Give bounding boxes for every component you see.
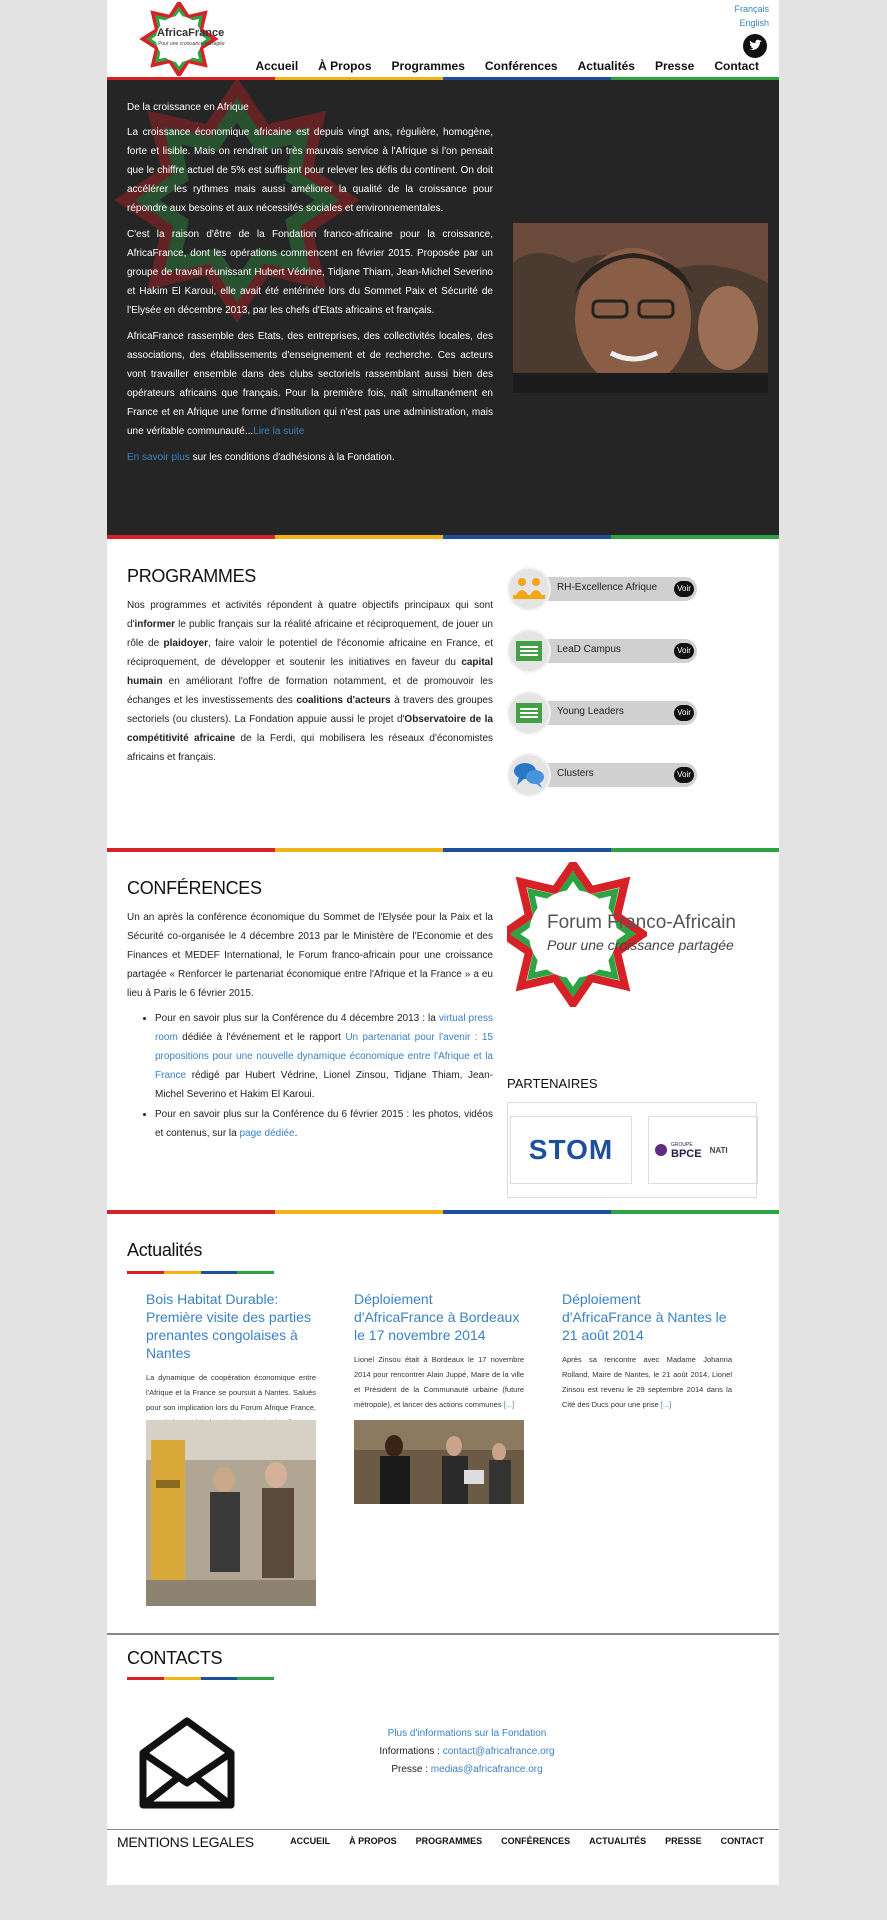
programme-label: Young Leaders [557, 706, 624, 717]
nav-a-propos[interactable]: À Propos [318, 59, 372, 73]
nav-presse[interactable]: Presse [654, 59, 695, 73]
mentions-legales-link[interactable]: MENTIONS LEGALES [117, 1834, 254, 1850]
logo-text: AfricaFrance [157, 27, 225, 39]
section-divider [107, 1633, 779, 1635]
news-title-link[interactable]: Déploiement d'AfricaFrance à Bordeaux le 17 novembre 2014 [354, 1291, 520, 1343]
programme-item[interactable] [507, 689, 702, 751]
portrait-image [513, 223, 768, 393]
news-excerpt: Lionel Zinsou était à Bordeaux le 17 novembre 2014 pour rencontrer Alain Juppé, Maire de la ville et Président de la Communauté urbaine (future métropole), et lancer des actions communes [...] [354, 1355, 524, 1409]
list-item: • Pour en savoir plus sur la Conférence du 6 février 2015 : les photos, vidéos et contenus, sur la page dédiée. [155, 1105, 493, 1143]
voir-button[interactable]: Voir [674, 581, 694, 597]
footer-nav-contact[interactable]: CONTACT [720, 1836, 764, 1846]
nav-actualites[interactable]: Actualités [577, 59, 635, 73]
portrait-photo [513, 223, 768, 393]
contacts-title: CONTACTS [127, 1648, 223, 1668]
footer-nav-actualites[interactable]: ACTUALITÉS [589, 1836, 647, 1846]
press-email-link[interactable]: medias@africafrance.org [430, 1764, 543, 1775]
actualites-title: Actualités [127, 1240, 203, 1260]
forum-subtitle: Pour une croissance partagée [547, 937, 734, 953]
en-savoir-plus-link[interactable]: En savoir plus [127, 452, 190, 463]
twitter-bird-icon [743, 34, 767, 58]
page-dediee-link[interactable]: page dédiée [239, 1128, 295, 1139]
footer-nav-accueil[interactable]: ACCUEIL [290, 1836, 331, 1846]
language-switcher [734, 2, 769, 30]
forum-star-icon [507, 862, 647, 1007]
contact-info: Plus d'informations sur la Fondation Informations : contact@africafrance.org Presse : medias@africafrance.org [379, 1728, 555, 1775]
conferences-title: CONFÉRENCES [127, 878, 262, 898]
hero-paragraph: La croissance économique africaine est depuis vingt ans, régulière, homogène, forte et lisible. Mais on rendrait un très mauvais service à l'Afrique si l'on pensait que le chiffre actuel de 5% est suffisant pour relever les défis du continent. On doit accélérer les rythmes mais aussi améliorer la qualité de la croissance pour répondre aux besoins et aux nécessités sociales et environnementales. [127, 127, 493, 214]
color-stripe [107, 1210, 779, 1214]
meeting-icon [507, 567, 551, 611]
partners-carousel [507, 1102, 757, 1198]
nav-programmes[interactable]: Programmes [391, 59, 465, 73]
forum-name: Forum Franco-Africain [547, 912, 736, 933]
logo-star-icon [139, 2, 229, 76]
page [107, 0, 779, 1885]
programmes-text: Nos programmes et activités répondent à quatre objectifs principaux qui sont d'informer le public français sur la réalité africaine et réciproquement, de jouer un rôle de plaidoyer, faire valoir le potentiel de l'économie africaine en France, et réciproquement, de développer et soutenir les initiatives en faveur du capital humain en améliorant l'offre de formation notamment, et de promouvoir les échanges et les investissements des coalitions d'acteurs à travers des groupes sectoriels (ou clusters). La Fondation appuie aussi le projet d'Observatoire de la compétitivité africaine de la Ferdi, qui mobilisera les réseaux d'économistes africains et français. [127, 600, 494, 763]
news-photo[interactable] [354, 1420, 524, 1504]
news-item [146, 1290, 316, 1445]
news-item [354, 1290, 524, 1412]
title-underline [127, 1677, 274, 1680]
lang-en-link[interactable]: English [739, 18, 769, 28]
partner-logo[interactable]: GROUPE BPCE NATI [648, 1116, 758, 1184]
nav-accueil[interactable]: Accueil [255, 59, 299, 73]
footer-nav-presse[interactable]: PRESSE [665, 1836, 702, 1846]
programme-item[interactable] [507, 751, 702, 813]
footer-nav-conferences[interactable]: CONFÉRENCES [501, 1836, 571, 1846]
forum-logo [507, 862, 767, 1007]
bpce-icon [655, 1144, 667, 1156]
footer-divider [107, 1829, 779, 1830]
contact-email-link[interactable]: contact@africafrance.org [442, 1746, 555, 1757]
programme-label: RH-Excellence Afrique [557, 582, 658, 593]
conferences-list [127, 1009, 493, 1143]
more-info-link[interactable]: Plus d'informations sur la Fondation [387, 1728, 547, 1739]
programme-item[interactable] [507, 565, 702, 627]
news-title-link[interactable]: Bois Habitat Durable: Première visite des parties prenantes congolaises à Nantes [146, 1291, 311, 1361]
partner-logo[interactable]: STOM [510, 1116, 632, 1184]
document-icon [507, 691, 551, 735]
programmes-list [507, 565, 702, 813]
document-icon [507, 629, 551, 673]
hero-paragraph: C'est la raison d'être de la Fondation franco-africaine pour la croissance, AfricaFrance, dont les opérations commencent en février 2015. Proposée par un groupe de travail réunissant Hubert Védrine, Tidjane Thiam, Jean-Michel Severino et Hakim El Karoui, elle avait été entérinée lors du Sommet Paix et Sécurité de l'Elysée en décembre 2013, par les chefs d'Etats africains et français. [127, 229, 493, 316]
news-photo[interactable] [146, 1420, 316, 1606]
speech-bubbles-icon [507, 753, 551, 797]
footer-nav [290, 1836, 764, 1846]
programme-item[interactable] [507, 627, 702, 689]
color-stripe [107, 848, 779, 852]
color-stripe [107, 535, 779, 539]
hero-title: De la croissance en Afrique [127, 102, 249, 113]
virtual-press-room-link[interactable]: virtual press room [155, 1013, 494, 1043]
site-logo[interactable] [139, 2, 229, 76]
footer-nav-a-propos[interactable]: À PROPOS [349, 1836, 397, 1846]
news-excerpt: Après sa rencontre avec Madame Johanna Rolland, Maire de Nantes, le 21 août 2014, Lionel Zinsou est revenu le 29 septembre 2014 dans la Cité des Ducs pour une prise [...] [562, 1355, 732, 1409]
hero-section [107, 80, 779, 535]
news-more-link[interactable]: [...] [503, 1400, 515, 1409]
programme-label: LeaD Campus [557, 644, 621, 655]
hero-paragraph: En savoir plus sur les conditions d'adhésions à la Fondation. [127, 452, 395, 463]
news-excerpt: La dynamique de coopération économique entre l'Afrique et la France se poursuit à Nantes. Salués pour son implication lors du Forum Afrique France, [146, 1370, 316, 1445]
envelope-icon [137, 1715, 237, 1810]
footer-nav-programmes[interactable]: PROGRAMMES [415, 1836, 483, 1846]
partners-title: PARTENAIRES [507, 1076, 598, 1091]
programmes-title: PROGRAMMES [127, 566, 257, 586]
report-link[interactable]: Un partenariat pour l'avenir : 15 propositions pour une nouvelle dynamique économique entre l'Afrique et la France [155, 1032, 493, 1081]
twitter-icon[interactable] [743, 34, 767, 58]
voir-button[interactable]: Voir [674, 705, 694, 721]
nav-conferences[interactable]: Conférences [484, 59, 558, 73]
programme-label: Clusters [557, 768, 594, 779]
nav-contact[interactable]: Contact [714, 59, 759, 73]
news-more-link[interactable]: [...] [660, 1400, 672, 1409]
hero-text [127, 98, 493, 474]
lang-fr-link[interactable]: Français [734, 4, 769, 14]
conferences-text: Un an après la conférence économique du Sommet de l'Elysée pour la Paix et la Sécurité co-organisée le 4 décembre 2013 par le Ministère de l'Economie et des Finances et MEDEF International, le Forum franco-africain pour une croissance partagée « Renforcer le partenariat économique entre l'Afrique et la France » a eu lieu à Paris le 6 février 2015. • Pour en savoir plus sur la Conférence du 4 décembre 2013 : la virtual press room dédiée à l'événement et le rapport Un partenariat pour l'avenir : 15 propositions pour une nouvelle dynamique économique entre l'Afrique et la France rédigé par Hubert Védrine, Lionel Zinsou, Tidjane Thiam, Jean-Michel Severino et Hakim El Karoui. • Pour en savoir plus sur la Conférence du 6 février 2015 : les photos, vidéos et contenus, sur la page dédiée. [127, 908, 493, 1144]
main-nav [245, 59, 769, 73]
news-item [562, 1290, 732, 1412]
news-title-link[interactable]: Déploiement d'AfricaFrance à Nantes le 21 août 2014 [562, 1291, 727, 1343]
hero-paragraph: AfricaFrance rassemble des Etats, des entreprises, des collectivités locales, des associations, des établissements d'enseignement et de recherche. Ces acteurs vont travailler ensemble dans des clubs sectoriels rassemblant aussi bien des opérateurs africains que français. Pour la première fois, naît simultanément en France et en Afrique une forme d'institution qui n'est pas une administration, mais une véritable communauté...Lire la suite [127, 331, 493, 437]
list-item: • Pour en savoir plus sur la Conférence du 4 décembre 2013 : la virtual press room dédiée à l'événement et le rapport Un partenariat pour l'avenir : 15 propositions pour une nouvelle dynamique économique entre l'Afrique et la France rédigé par Hubert Védrine, Lionel Zinsou, Tidjane Thiam, Jean-Michel Severino et Hakim El Karoui. [155, 1009, 493, 1104]
voir-button[interactable]: Voir [674, 767, 694, 783]
title-underline [127, 1271, 274, 1274]
logo-tagline: Pour une croissance partagée [158, 41, 225, 47]
voir-button[interactable]: Voir [674, 643, 694, 659]
read-more-link[interactable]: Lire la suite [253, 426, 305, 437]
